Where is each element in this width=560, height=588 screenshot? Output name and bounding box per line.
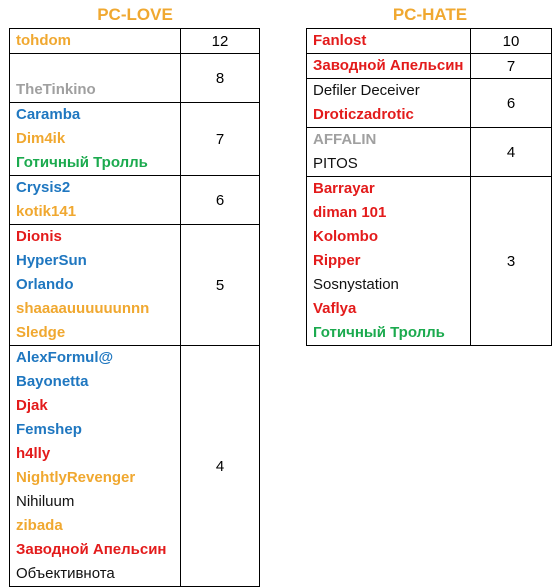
player-name: Готичный Тролль [16, 154, 148, 171]
player-name: Ripper [313, 252, 361, 269]
score-cell: 7 [471, 54, 552, 79]
pc-love-title: PC-LOVE [97, 5, 173, 24]
score-group-row [10, 346, 260, 587]
score-group-row [307, 177, 552, 346]
player-name: Объективнота [16, 565, 115, 582]
pc-hate-table [306, 28, 552, 346]
player-name: Bayonetta [16, 373, 89, 390]
score-cell: 6 [471, 79, 552, 128]
names-cell [10, 225, 181, 346]
player-name: Kolombo [313, 228, 378, 245]
player-name: Sledge [16, 324, 66, 341]
player-name: tohdom [16, 32, 71, 49]
player-name: h4lly [16, 445, 51, 462]
player-name: Nihiluum [16, 493, 75, 510]
score-group-row [307, 128, 552, 177]
player-name: Defiler Deceiver [313, 82, 420, 99]
player-name: Готичный Тролль [313, 324, 445, 341]
score-cell: 3 [471, 177, 552, 346]
player-name: zibada [16, 517, 63, 534]
player-name: Dim4ik [16, 130, 66, 147]
player-name: Crysis2 [16, 179, 71, 196]
player-name: Dionis [16, 228, 62, 245]
score-cell: 6 [181, 176, 260, 225]
score-cell: 7 [181, 103, 260, 176]
player-name: AFFALIN [313, 131, 377, 148]
pc-love-body [10, 29, 260, 587]
player-name [16, 54, 180, 78]
score-group-row [10, 225, 260, 346]
player-name: Caramba [16, 106, 81, 123]
score-group-row [307, 29, 552, 54]
names-cell [10, 29, 181, 54]
names-cell [307, 177, 471, 346]
names-cell [10, 346, 181, 587]
player-name: TheTinkino [16, 81, 96, 98]
player-name: PITOS [313, 155, 358, 172]
names-cell [10, 103, 181, 176]
player-name: Orlando [16, 276, 74, 293]
score-cell: 4 [181, 346, 260, 587]
player-name: Vaflya [313, 300, 357, 317]
pc-hate-body [307, 29, 552, 346]
score-cell: 8 [181, 54, 260, 103]
player-name: Femshep [16, 421, 82, 438]
score-cell: 10 [471, 29, 552, 54]
names-cell [307, 79, 471, 128]
names-cell [10, 54, 181, 103]
player-name: Droticzadrotic [313, 106, 414, 123]
player-name: Заводной Апельсин [16, 541, 167, 558]
player-name: shaaaauuuuuunnn [16, 300, 150, 317]
player-name: Barrayar [313, 180, 375, 197]
player-name: Sosnystation [313, 276, 399, 293]
names-cell [307, 128, 471, 177]
names-cell [307, 54, 471, 79]
player-name: kotik141 [16, 203, 77, 220]
pc-love-table [9, 28, 260, 587]
player-name: diman 101 [313, 204, 387, 221]
player-name: Djak [16, 397, 48, 414]
score-cell: 12 [181, 29, 260, 54]
score-group-row [307, 54, 552, 79]
score-group-row [10, 176, 260, 225]
names-cell [10, 176, 181, 225]
player-name: Fanlost [313, 32, 367, 49]
player-name: HyperSun [16, 252, 87, 269]
score-cell: 4 [471, 128, 552, 177]
player-name: NightlyRevenger [16, 469, 136, 486]
pc-hate-title: PC-HATE [392, 5, 468, 24]
score-cell: 5 [181, 225, 260, 346]
score-group-row [10, 54, 260, 103]
player-name: AlexFormul@ [16, 349, 114, 366]
score-group-row [307, 79, 552, 128]
names-cell [307, 29, 471, 54]
player-name: Заводной Апельсин [313, 57, 464, 74]
score-group-row [10, 103, 260, 176]
score-group-row [10, 29, 260, 54]
